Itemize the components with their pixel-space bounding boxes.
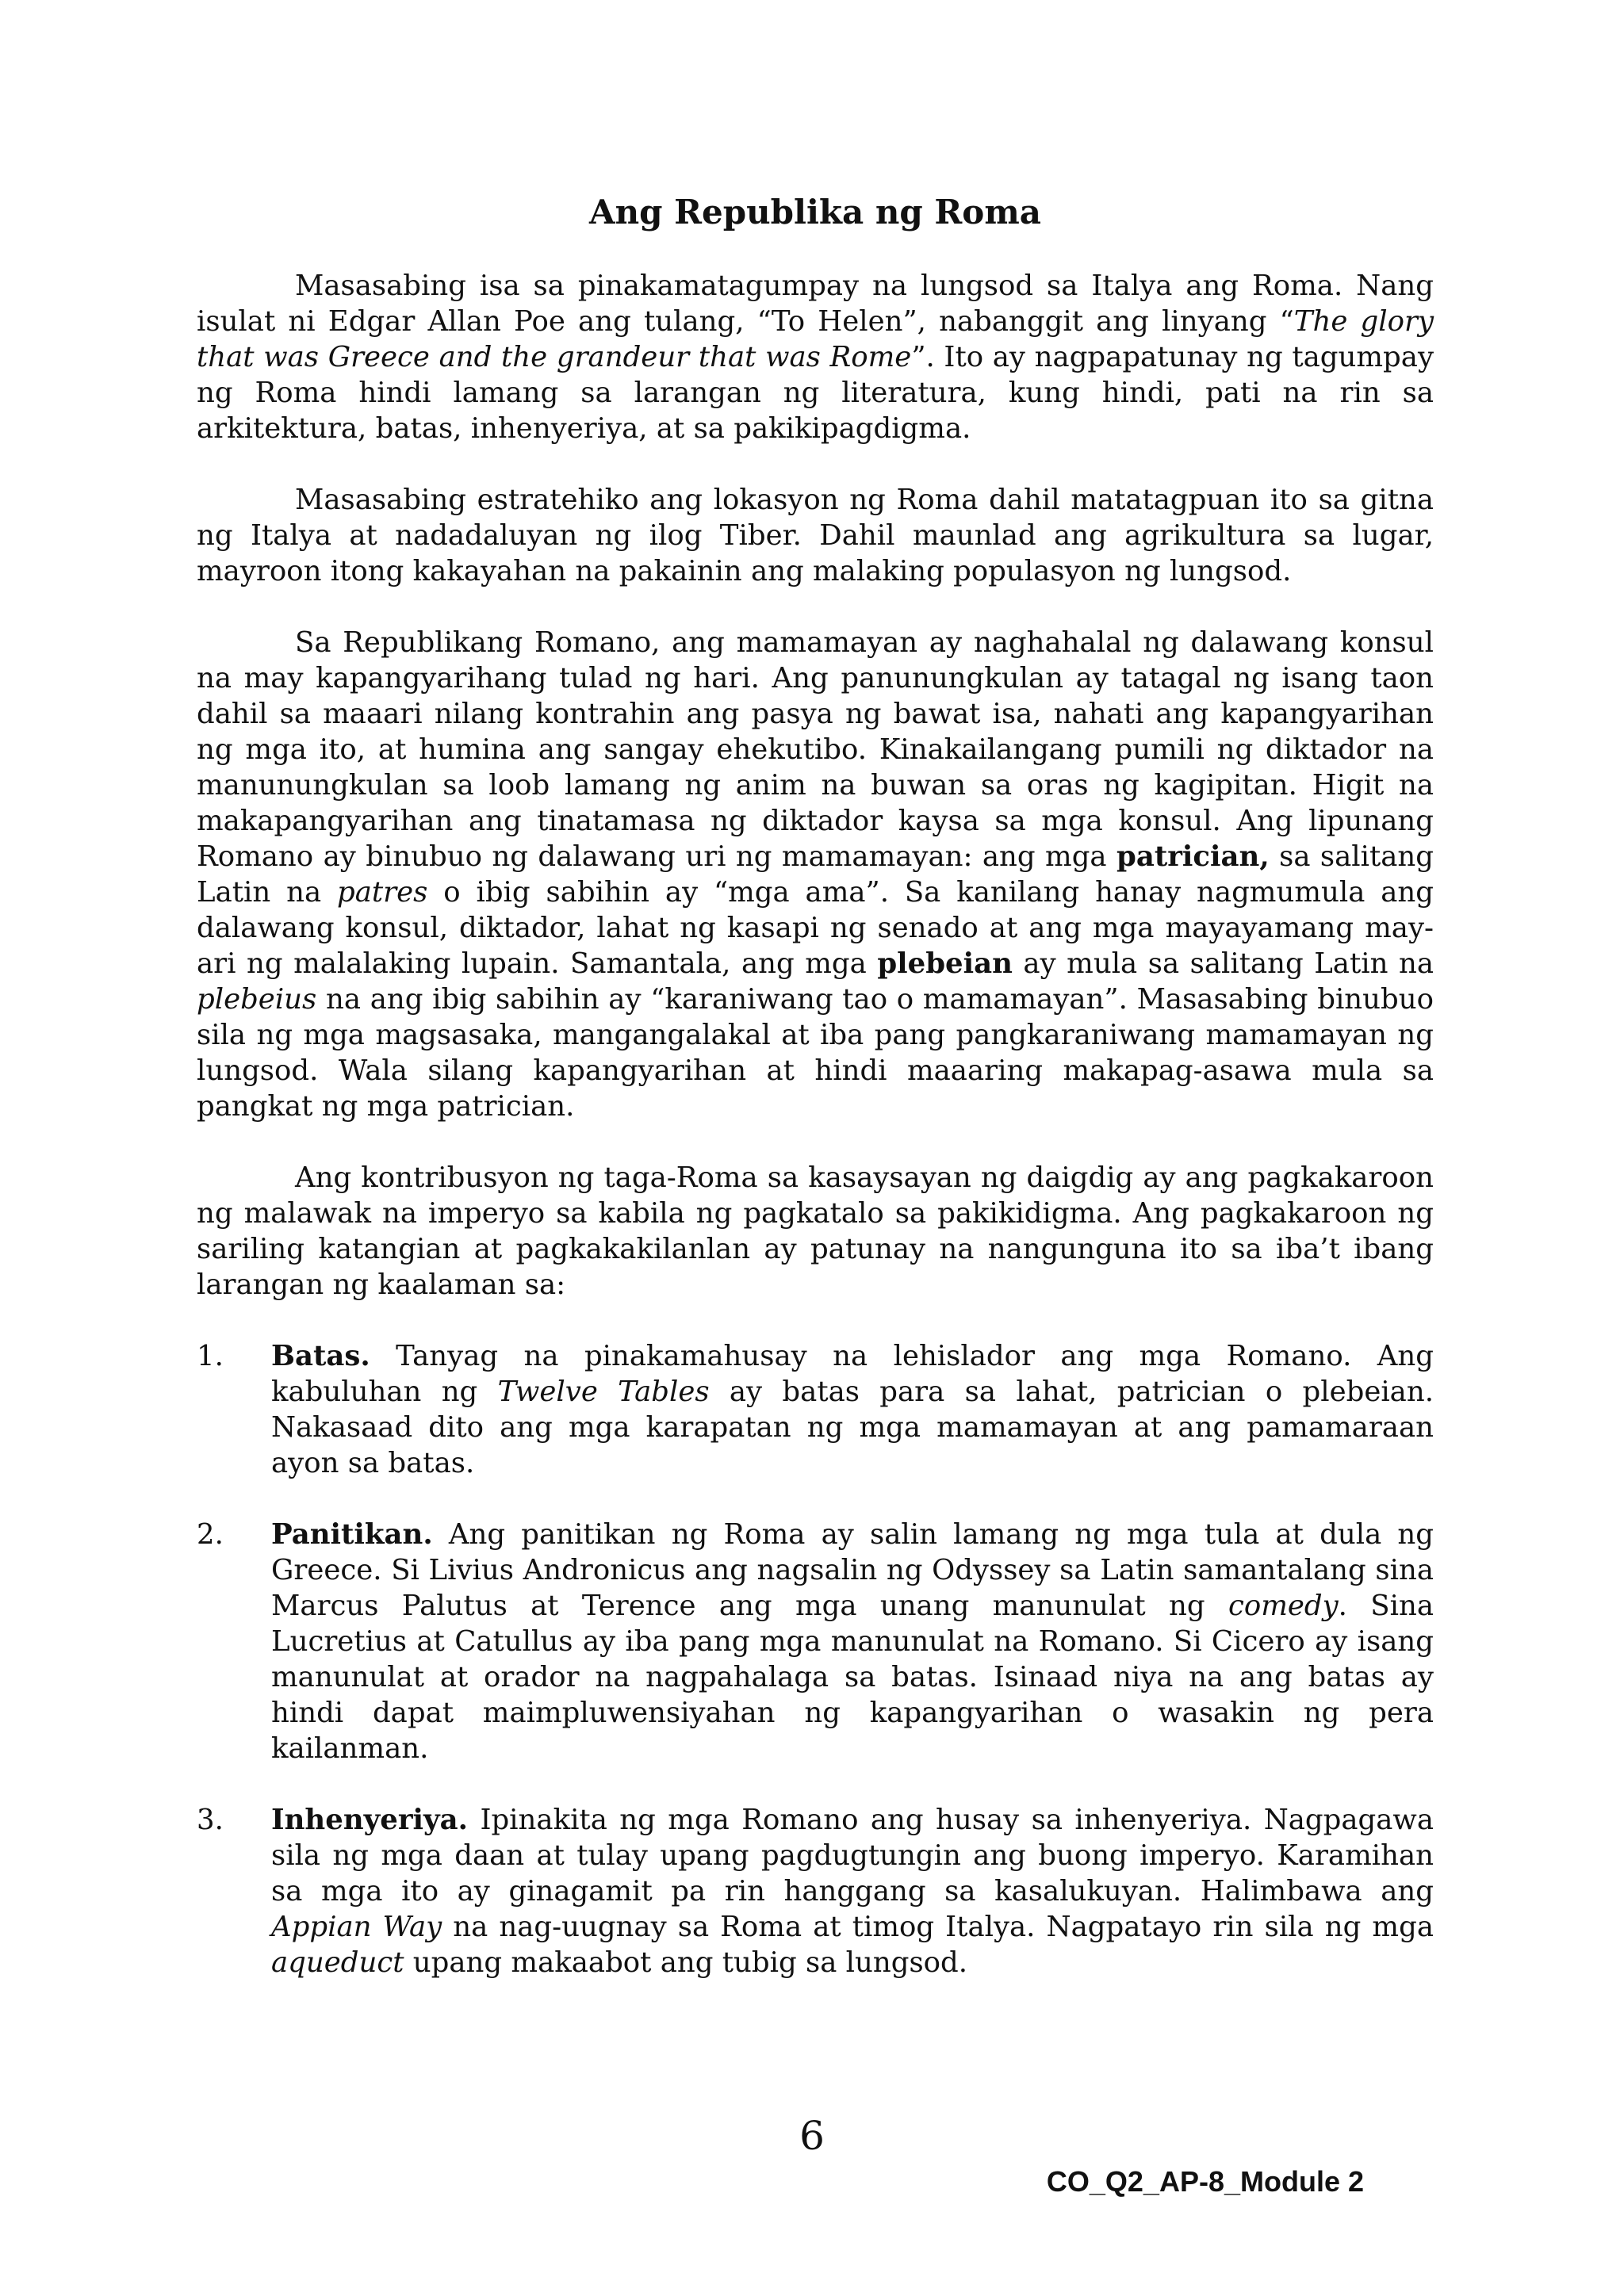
list-item-heading: Batas.: [271, 1340, 370, 1372]
list-item-number: 1.: [197, 1340, 224, 1372]
list-item-italic: Twelve Tables: [497, 1376, 710, 1408]
poem-quote: The glory that was Greece and the grandeur that was Rome: [197, 305, 1434, 373]
paragraph-text: Sa Republikang Romano, ang mamamayan ay naghahalal ng dalawang konsul na may kapangyarihang tulad ng hari. Ang panunungkulan ay tatagal ng isang taon dahil sa maaari nilang kontrahin ang pasya ng bawat isa, nahati ang kapangyarihan ng mga ito, at humina ang sangay ehekutibo. Kinakailangang pumili ng diktador na manunungkulan sa loob lamang ng anim na buwan sa oras ng kagipitan. Higit na makapangyarihan ang tinatamasa ng diktador kaysa sa mga konsul. Ang lipunang Romano ay binubuo ng dalawang uri ng mamamayan: ang mga: [197, 626, 1434, 873]
paragraph-contributions: Ang kontribusyon ng taga-Roma sa kasaysayan ng daigdig ay ang pagkakaroon ng malawak na imperyo sa kabila ng pagkatalo sa pakikidigma. Ang pagkakaroon ng sariling katangian at pagkakakilanlan ay patunay na nangunguna ito sa iba’t ibang larangan ng kaalaman sa:: [197, 1161, 1434, 1301]
list-item-text: Ipinakita ng mga Romano ang husay sa inhenyeriya. Nagpagawa sila ng mga daan at tulay upang pagdugtungin ang buong imperyo. Karamihan sa mga ito ay ginagamit pa rin hanggang sa kasalukuyan. Halimbawa ang: [271, 1804, 1434, 1908]
contributions-list: [197, 1338, 1434, 1980]
page-content: [197, 190, 1434, 2016]
module-code: CO_Q2_AP-8_Module 2: [1046, 2165, 1364, 2198]
paragraph-text: Masasabing isa sa pinakamatagumpay na lungsod sa Italya ang Roma. Nang isulat ni Edgar Allan Poe ang tulang, “To Helen”, nabanggit ang linyang “: [197, 270, 1434, 338]
paragraph-republic: [197, 625, 1434, 1124]
list-item-text: upang makaabot ang tubig sa lungsod.: [404, 1946, 968, 1979]
page-number: 6: [799, 2113, 825, 2159]
list-item-text: Tanyag na pinakamahusay na lehislador ang mga Romano. Ang kabuluhan ng: [271, 1340, 1434, 1408]
list-item: [197, 1338, 1434, 1481]
term-plebeius: plebeius: [197, 983, 317, 1016]
list-item-heading: Inhenyeriya.: [271, 1804, 469, 1836]
list-item-text: Ang panitikan ng Roma ay salin lamang ng mga tula at dula ng Greece. Si Livius Andronicus ang nagsalin ng Odyssey sa Latin samantalang sina Marcus Palutus at Terence ang mga unang manunulat ng: [271, 1518, 1434, 1622]
paragraph-text: ”. Ito ay nagpapatunay ng tagumpay ng Roma hindi lamang sa larangan ng literatura, kung hindi, pati na rin sa arkitektura, batas, inhenyeriya, at sa pakikipagdigma.: [197, 341, 1434, 445]
list-item-text: na nag-uugnay sa Roma at timog Italya. Nagpatayo rin sila ng mga: [442, 1911, 1434, 1943]
list-item-number: 2.: [197, 1518, 224, 1551]
paragraph-location: Masasabing estratehiko ang lokasyon ng Roma dahil matatagpuan ito sa gitna ng Italya at nadadaluyan ng ilog Tiber. Dahil maunlad ang agrikultura sa lugar, mayroon itong kakayahan na pakainin ang malaking populasyon ng lungsod.: [197, 484, 1434, 587]
term-patres: patres: [337, 876, 428, 909]
page-title: Ang Republika ng Roma: [589, 193, 1041, 232]
paragraph-text: sa salitang Latin na: [197, 840, 1434, 909]
list-item-italic: Appian Way: [271, 1911, 442, 1943]
list-item-heading: Panitikan.: [271, 1518, 433, 1551]
term-patrician: patrician,: [1116, 840, 1270, 873]
list-item-italic: aqueduct: [271, 1946, 404, 1979]
list-item-text: ay batas para sa lahat, patrician o plebeian. Nakasaad dito ang mga karapatan ng mga mamamayan at ang pamamaraan ayon sa batas.: [271, 1376, 1434, 1479]
list-item: [197, 1517, 1434, 1766]
paragraph-text: ay mula sa salitang Latin na: [1012, 947, 1434, 980]
paragraph-intro: [197, 268, 1434, 446]
paragraph-text: na ang ibig sabihin ay “karaniwang tao o mamamayan”. Masasabing binubuo sila ng mga magsasaka, mangangalakal at iba pang pangkaraniwang mamamayan ng lungsod. Wala silang kapangyarihan at hindi maaaring makapag-asawa mula sa pangkat ng mga patrician.: [197, 983, 1434, 1123]
list-item: [197, 1802, 1434, 1980]
list-item-number: 3.: [197, 1804, 224, 1836]
list-item-text: . Sina Lucretius at Catullus ay iba pang mga manunulat na Romano. Si Cicero ay isang manunulat at orador na nagpahalaga sa batas. Isinaad niya na ang batas ay hindi dapat maimpluwensiyahan ng kapangyarihan o wasakin ng pera kailanman.: [271, 1590, 1434, 1765]
list-item-italic: comedy: [1228, 1590, 1339, 1622]
paragraph-text: o ibig sabihin ay “mga ama”. Sa kanilang hanay nagmumula ang dalawang konsul, diktador, lahat ng kasapi ng senado at ang mga mayayamang may-ari ng malalaking lupain. Samantala, ang mga: [197, 876, 1434, 980]
term-plebeian: plebeian: [877, 947, 1013, 980]
